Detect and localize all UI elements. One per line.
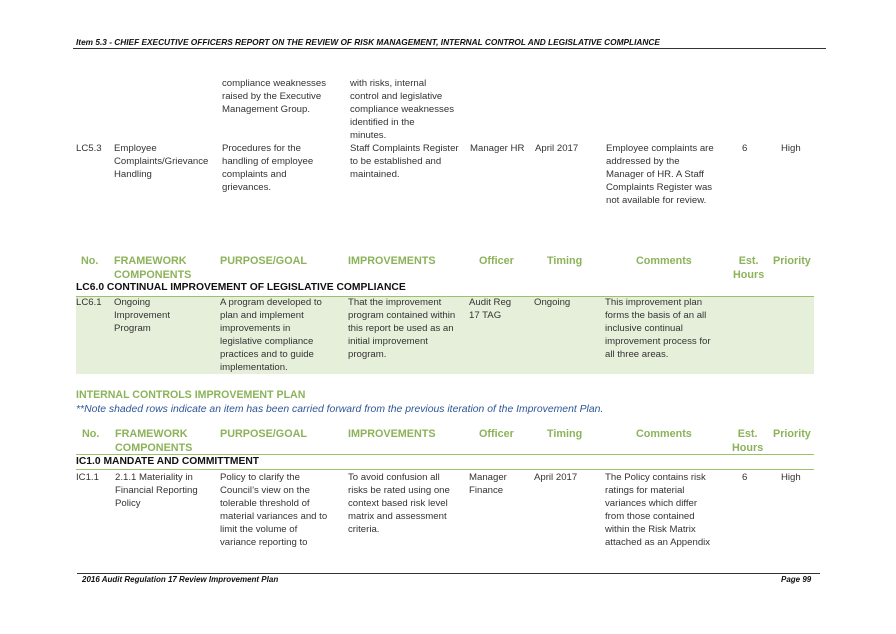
col-comments: Comments: [636, 255, 692, 267]
row-officer: Audit Reg 17 TAG: [469, 297, 512, 321]
section-divider: [76, 469, 814, 470]
footer-title: 2016 Audit Regulation 17 Review Improvement Plan: [82, 575, 279, 584]
row-hours: 6: [742, 472, 748, 483]
row-improvements: To avoid confusion all risks be rated using one context based risk level matrix and assessment criteria.: [348, 472, 450, 535]
row-priority: High: [781, 143, 801, 154]
row-officer: Manager HR: [470, 143, 525, 154]
row-officer: Manager Finance: [469, 472, 507, 496]
row-comments: The Policy contains risk ratings for material variances which differ from those contained within the Risk Matrix attached as an Appendix: [605, 472, 711, 548]
row-no: IC1.1: [76, 472, 99, 483]
col-timing: Timing: [547, 255, 583, 267]
page-header: Item 5.3 - CHIEF EXECUTIVE OFFICERS REPORT ON THE REVIEW OF RISK MANAGEMENT, INTERNAL CONTROL AND LEGISLATIVE COMPLIANCE: [76, 37, 660, 47]
col-improvements: IMPROVEMENTS: [348, 428, 436, 440]
row-improvements: That the improvement program contained within this report be used as an initial improvement program.: [348, 297, 456, 360]
col-framework: FRAMEWORK COMPONENTS: [115, 428, 193, 454]
section-title-ic1: IC1.0 MANDATE AND COMMITTMENT: [76, 456, 260, 467]
row-timing: April 2017: [534, 472, 578, 483]
col-purpose: PURPOSE/GOAL: [220, 428, 307, 440]
row-hours: 6: [742, 143, 748, 154]
row-purpose: A program developed to plan and implement improvements in legislative compliance practices and to guide implementation.: [220, 297, 322, 373]
col-hours: Est. Hours: [733, 255, 765, 281]
header-divider-ic: [76, 454, 814, 455]
row-purpose: Procedures for the handling of employee complaints and grievances.: [222, 143, 314, 193]
row-purpose: Policy to clarify the Council’s view on the tolerable threshold of material variances and to limit the volume of variance reporting to: [220, 472, 328, 548]
header-divider: [73, 48, 826, 49]
plan-title: INTERNAL CONTROLS IMPROVEMENT PLAN: [76, 389, 306, 401]
col-framework: FRAMEWORK COMPONENTS: [114, 255, 192, 281]
col-priority: Priority: [773, 255, 811, 267]
page-number: Page 99: [781, 575, 812, 584]
carryover-improvements: with risks, internal control and legislative compliance weaknesses identified in the minutes.: [350, 78, 454, 141]
row-comments: Employee complaints are addressed by the Manager of HR. A Staff Complaints Register was not available for review.: [606, 143, 714, 206]
section-title-lc6: LC6.0 CONTINUAL IMPROVEMENT OF LEGISLATIVE COMPLIANCE: [76, 282, 406, 293]
col-no: No.: [81, 255, 99, 267]
col-no: No.: [82, 428, 100, 440]
carryover-purpose: compliance weaknesses raised by the Executive Management Group.: [222, 78, 326, 115]
row-timing: Ongoing: [534, 297, 571, 308]
plan-note: **Note shaded rows indicate an item has been carried forward from the previous iteration of the Improvement Plan.: [76, 404, 604, 415]
row-comments: This improvement plan forms the basis of an all inclusive continual improvement process for all three areas.: [605, 297, 711, 360]
row-framework: 2.1.1 Materiality in Financial Reporting Policy: [115, 472, 198, 509]
row-improvements: Staff Complaints Register to be established and maintained.: [350, 143, 459, 180]
row-framework: Employee Complaints/Grievance Handling: [114, 143, 209, 180]
col-improvements: IMPROVEMENTS: [348, 255, 436, 267]
row-timing: April 2017: [535, 143, 579, 154]
col-purpose: PURPOSE/GOAL: [220, 255, 307, 267]
row-framework: Ongoing Improvement Program: [114, 297, 170, 334]
footer-divider: [77, 573, 820, 574]
col-priority: Priority: [773, 428, 811, 440]
col-comments: Comments: [636, 428, 692, 440]
col-officer: Officer: [479, 428, 514, 440]
row-priority: High: [781, 472, 801, 483]
row-no: LC5.3: [76, 143, 102, 154]
row-no: LC6.1: [76, 297, 102, 308]
col-hours: Est. Hours: [732, 428, 764, 454]
col-timing: Timing: [547, 428, 583, 440]
col-officer: Officer: [479, 255, 514, 267]
